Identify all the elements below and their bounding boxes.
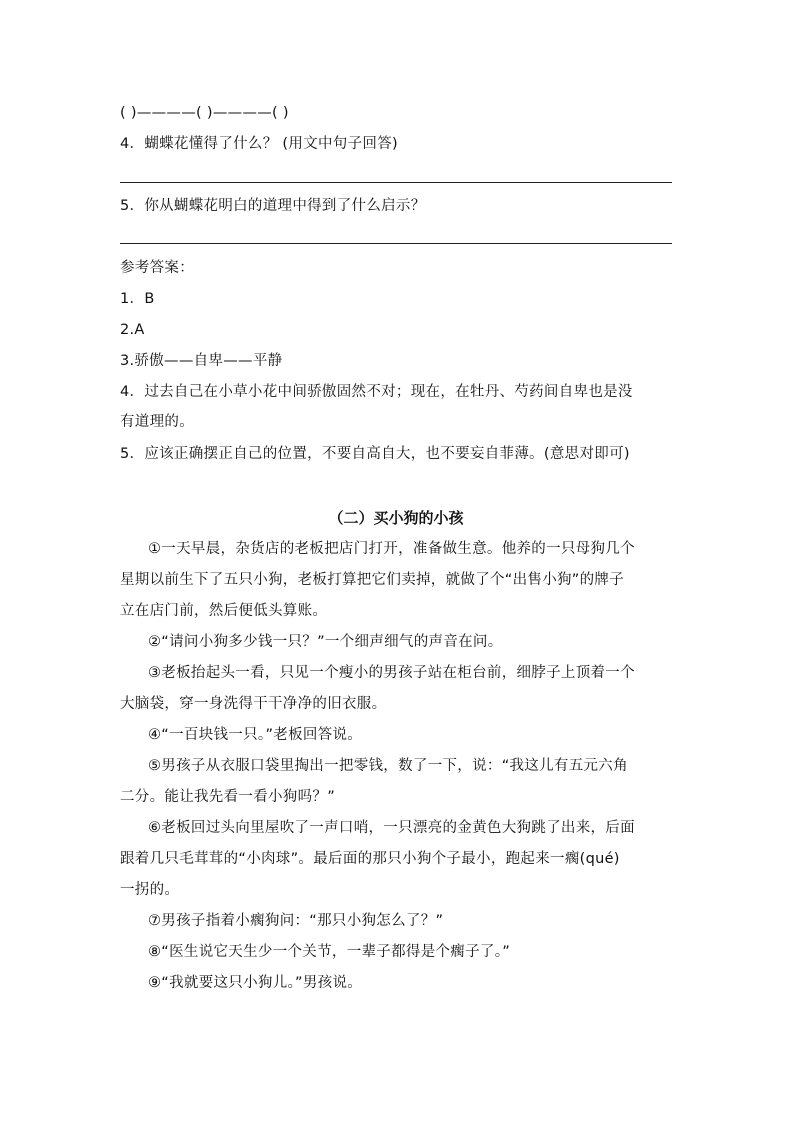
answer-2: 2.A (120, 322, 145, 338)
paragraph-1-line-1: ①一天早晨，杂货店的老板把店门打开，准备做生意。他养的一只母狗几个 (148, 541, 635, 557)
paragraph-1-line-3: 立在店门前，然后便低头算账。 (120, 603, 328, 619)
paragraph-2: ②“请问小狗多少钱一只？”一个细声细气的声音在问。 (148, 634, 503, 650)
answer-3: 3.骄傲——自卑——平静 (120, 353, 283, 369)
answers-heading: 参考答案： (120, 260, 194, 276)
answer-line-q5 (120, 243, 672, 244)
answer-5: 5．应该正确摆正自己的位置，不要自高自大，也不要妄自菲薄。(意思对即可) (120, 446, 630, 462)
paragraph-4: ④“一百块钱一只。”老板回答说。 (148, 727, 363, 743)
paragraph-7: ⑦男孩子指着小瘸狗问：“那只小狗怎么了？” (148, 913, 444, 929)
paragraph-6-line-1: ⑥老板回过头向里屋吹了一声口哨，一只漂亮的金黄色大狗跳了出来，后面 (148, 820, 635, 836)
paragraph-3-line-2: 大脑袋，穿一身洗得干干净净的旧衣服。 (120, 696, 387, 712)
story-title: （二）买小狗的小孩 (328, 509, 464, 527)
paragraph-5-line-1: ⑤男孩子从衣服口袋里掏出一把零钱，数了一下，说：“我这儿有五元六角 (148, 758, 628, 774)
answer-4-line-2: 有道理的。 (120, 414, 194, 430)
question-4: 4．蝴蝶花懂得了什么？ (用文中句子回答) (120, 136, 398, 152)
paragraph-9: ⑨“我就要这只小狗儿。”男孩说。 (148, 975, 363, 991)
paragraph-6-line-3: 一拐的。 (120, 882, 180, 898)
answer-4-line-1: 4．过去自己在小草小花中间骄傲固然不对；现在，在牡丹、芍药间自卑也是没 (120, 384, 633, 400)
question-5: 5．你从蝴蝶花明白的道理中得到了什么启示？ (120, 198, 426, 214)
answer-1: 1．B (120, 291, 155, 307)
answer-line-q4 (120, 182, 672, 183)
paragraph-6-line-2: 跟着几只毛茸茸的“小肉球”。最后面的那只小狗个子最小，跑起来一瘸(qué) (120, 851, 620, 867)
q3-answer-sequence: ( )————( )————( ) (120, 105, 289, 121)
paragraph-8: ⑧“医生说它天生少一个关节，一辈子都得是个瘸子了。” (148, 944, 511, 960)
paragraph-5-line-2: 二分。能让我先看一看小狗吗？” (120, 789, 336, 805)
paragraph-3-line-1: ③老板抬起头一看，只见一个瘦小的男孩子站在柜台前，细脖子上顶着一个 (148, 665, 635, 681)
paragraph-1-line-2: 星期以前生下了五只小狗，老板打算把它们卖掉，就做了个“出售小狗”的牌子 (120, 572, 625, 588)
